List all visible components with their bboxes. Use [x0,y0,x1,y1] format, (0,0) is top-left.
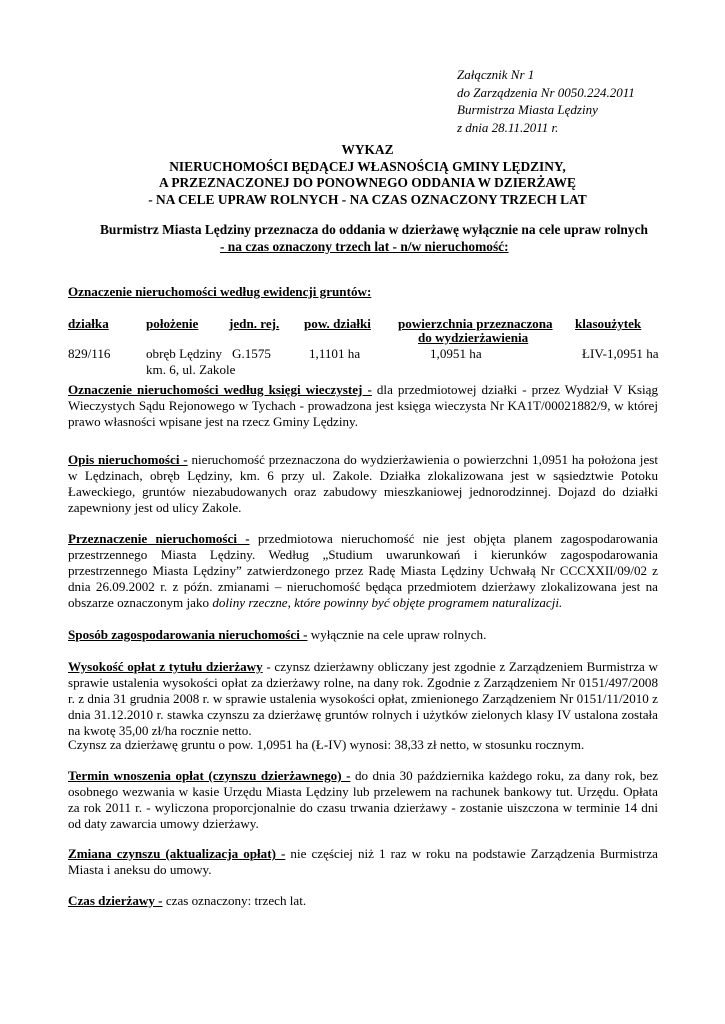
col-header-lease-area: powierzchnia przeznaczona [398,316,553,331]
section-text: do dnia 30 października każdego roku, za dany rok, bez osobnego wezwania w kasie Urzędu Miasta Lędziny lub przelewem na rachunek bankowy tut. Urzędu. Opłata za rok 2011 r. - wyliczona proporcjonalnie do czasu trwania dzierżawy - zostanie uiszczona w terminie 14 dni od daty zawarcia umowy dzierżawy. [68,768,659,831]
lead-line: - na czas oznaczony trzech lat - n/w nieruchomość: [220,238,509,254]
document-title [60,142,675,208]
section-heading: Opis nieruchomości - [68,452,188,467]
section-text: czas oznaczony: trzech lat. [162,893,307,908]
section-heading: Sposób zagospodarowania nieruchomości - [68,627,308,642]
cell-class: ŁIV-1,0951 ha [582,346,659,361]
col-header-class: klasoużytek [575,316,642,331]
annex-line: do Zarządzenia Nr 0050.224.2011 [457,84,635,100]
section-heading: Czas dzierżawy - [68,893,163,908]
section-text: przedmiotowa nieruchomość nie jest objęta planem zagospodarowania przestrzennego Miasta Lędziny. Według „Studium uwarunkowań i kierunków zagospodarowania przestrzennego Miasta Lędziny” zatwierdzonego przez Radę Miasta Lędziny Uchwałą Nr CCCXXII/09/02 z dnia 26.09.2002 r. z późn. zmianami – nieruchomość będąca przedmiotem dzierżawy zlokalizowana jest na obszarze oznaczonym jako [68,531,658,610]
section-rent-change [68,846,658,878]
section-lease-period [68,893,658,909]
annex-line: z dnia 28.11.2011 r. [457,119,559,135]
title-line: WYKAZ [341,142,394,157]
title-line: NIERUCHOMOŚCI BĘDĄCEJ WŁASNOŚCIĄ GMINY LĘDZINY, [169,158,566,174]
section-payment-terms [68,768,658,832]
section-heading: Przeznaczenie nieruchomości - [68,531,250,546]
section-text: wyłącznie na cele upraw rolnych. [307,627,487,642]
section-fees [68,659,658,739]
annex-line: Załącznik Nr 1 [457,67,535,82]
section-fees-amount: Czynsz za dzierżawę gruntu o pow. 1,0951 ha (Ł-IV) wynosi: 38,33 zł netto, w stosunku rocznym. [68,737,585,752]
lead-statement [100,222,690,255]
lead-line: Burmistrz Miasta Lędziny przeznacza do oddania w dzierżawę wyłącznie na cele upraw rolnych [100,222,648,237]
section-heading: Oznaczenie nieruchomości według księgi wieczystej - [68,382,372,397]
cell-location-2: km. 6, ul. Zakole [146,362,236,377]
title-line: A PRZEZNACZONEJ DO PONOWNEGO ODDANIA W DZIERŻAWĘ [159,175,576,190]
section-text-italic: doliny rzeczne, które powinny być objęte programem naturalizacji. [212,595,563,610]
section-heading: Zmiana czynszu (aktualizacja opłat) - [68,846,286,861]
cell-unit: G.1575 [232,346,271,361]
annex-header [457,66,635,136]
col-header-area: pow. działki [304,316,371,331]
section-heading: Wysokość opłat z tytułu dzierżawy [68,659,263,674]
cell-area: 1,1101 ha [309,346,361,361]
col-header-lease-area-2: do wydzierżawienia [418,330,529,345]
col-header-parcel: działka [68,316,109,331]
section-text: dla przedmiotowej działki - przez Wydział V Ksiąg Wieczystych Sądu Rejonowego w Tychach - prowadzona jest księga wieczysta Nr KA1T/00021882/9, w której prawo własności wpisane jest na rzecz Gminy Lędziny. [68,382,658,429]
section-text: - czynsz dzierżawny obliczany jest zgodnie z Zarządzeniem Burmistrza w sprawie ustalenia wysokości opłat za dzierżawy rolne, na dany rok. Zgodnie z Zarządzeniem Nr 0151/497/2008 r. z dnia 31 grudnia 2008 r. w sprawie ustalenia wysokości opłat, zmienionego Zarządzeniem Nr 0151/11/2010 z dnia 31.12.2010 r. stawka czynszu za dzierżawę gruntów rolnych i użytków zielonych klasy IV ustalona została na kwotę 35,00 zł/ha rocznie netto. [68,659,659,738]
title-line: - NA CELE UPRAW ROLNYCH - NA CZAS OZNACZONY TRZECH LAT [148,191,587,207]
cell-parcel: 829/116 [68,346,111,361]
cell-lease-area: 1,0951 ha [430,346,482,361]
cell-location: obręb Lędziny [146,346,222,361]
section-purpose [68,531,658,611]
section-text: nie częściej niż 1 raz w roku na podstawie Zarządzenia Burmistrza Miasta i aneksu do umowy. [68,846,658,877]
section-heading: Termin wnoszenia opłat (czynszu dzierżawnego) - [68,768,351,783]
col-header-unit: jedn. rej. [229,316,280,331]
section-use [68,627,658,643]
annex-line: Burmistrza Miasta Lędziny [457,102,598,117]
col-header-location: położenie [146,316,199,331]
section-description [68,452,658,516]
registry-heading: Oznaczenie nieruchomości według ewidencji gruntów: [68,284,372,299]
section-text: nieruchomość przeznaczona do wydzierżawienia o powierzchni 1,0951 ha położona jest w Lędzinach, obręb Lędziny, km. 6 przy ul. Zakole. Działka zlokalizowana jest w sąsiedztwie Potoku Ławeckiego, gruntów niezabudowanych oraz zabudowy mieszkaniowej jednorodzinnej. Dojazd do działki zapewniony jest od ulicy Zakole. [68,452,658,515]
section-land-registry [68,382,658,430]
